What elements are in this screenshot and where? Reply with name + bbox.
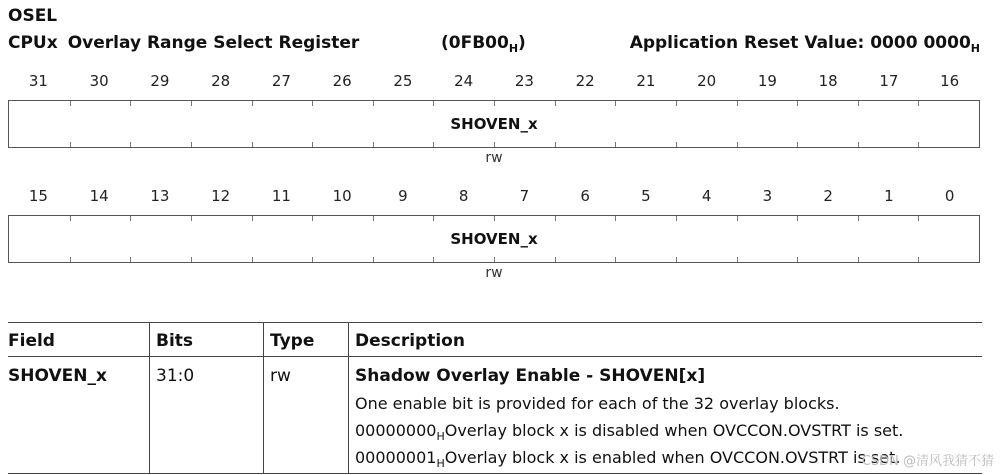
register-title-main: Overlay Range Select Register <box>67 33 360 53</box>
register-title-prefix: CPUx <box>8 33 58 53</box>
bit-divider-tick <box>433 101 434 106</box>
description-line-3: $00000001_HOverlay$ block x is enabled when OVCCON.OVSTRT is set. <box>355 448 901 470</box>
bit-number: 31 <box>28 72 48 90</box>
description-title: Shadow Overlay Enable - SHOVEN[x] <box>355 366 706 386</box>
register-title <box>8 33 359 53</box>
bit-divider-tick <box>858 257 859 262</box>
bit-divider-tick <box>858 142 859 147</box>
bit-number: 29 <box>150 72 170 90</box>
register-address: $(0FB00_H)$ <box>441 33 526 55</box>
bit-divider-tick <box>737 257 738 262</box>
bit-divider-tick <box>70 142 71 147</box>
bit-number: 27 <box>271 72 291 90</box>
bit-number: 14 <box>89 187 109 205</box>
bit-number: 30 <box>89 72 109 90</box>
bit-divider-tick <box>615 142 616 147</box>
field-label-high: SHOVEN_x <box>450 115 538 133</box>
bit-divider-tick <box>737 101 738 106</box>
bit-divider-tick <box>858 216 859 221</box>
bit-divider-tick <box>676 142 677 147</box>
bit-number: 2 <box>823 187 833 205</box>
bit-divider-tick <box>191 101 192 106</box>
bit-divider-tick <box>555 216 556 221</box>
bit-number: 12 <box>211 187 231 205</box>
bit-number: 17 <box>879 72 899 90</box>
bit-number: 4 <box>701 187 712 205</box>
access-type-high: rw <box>485 150 503 166</box>
bit-number: 0 <box>944 187 955 205</box>
bit-divider-tick <box>191 216 192 221</box>
table-header-row <box>8 323 982 357</box>
bit-number: 25 <box>393 72 413 90</box>
bit-divider-tick <box>494 216 495 221</box>
bit-number: 3 <box>762 187 773 205</box>
bit-number: 8 <box>458 187 469 205</box>
bit-divider-tick <box>312 101 313 106</box>
bit-divider-tick <box>555 142 556 147</box>
bit-divider-tick <box>130 257 131 262</box>
bit-divider-tick <box>130 216 131 221</box>
bit-number: 24 <box>454 72 474 90</box>
header-bits: Bits <box>150 323 264 357</box>
bit-number: 7 <box>519 187 530 205</box>
bit-divider-tick <box>676 216 677 221</box>
bit-divider-tick <box>373 142 374 147</box>
register-field-box-high <box>8 100 980 148</box>
bit-divider-tick <box>433 257 434 262</box>
bit-divider-tick <box>252 216 253 221</box>
bit-number: 20 <box>697 72 717 90</box>
access-type-low: rw <box>485 265 503 281</box>
bit-divider-tick <box>312 142 313 147</box>
bit-divider-tick <box>797 216 798 221</box>
bit-number: 11 <box>271 187 291 205</box>
bit-divider-tick <box>615 101 616 106</box>
bit-divider-tick <box>191 142 192 147</box>
header-field: Field <box>8 323 150 357</box>
cell-type: rw <box>264 357 349 474</box>
bit-number: 21 <box>636 72 656 90</box>
bit-divider-tick <box>797 257 798 262</box>
bit-number: 9 <box>398 187 408 205</box>
bit-divider-tick <box>70 101 71 106</box>
register-field-box-low <box>8 215 980 263</box>
bit-divider-tick <box>858 101 859 106</box>
bit-number: 18 <box>818 72 838 90</box>
table-row <box>8 357 982 474</box>
bit-number: 6 <box>580 187 590 205</box>
bit-number: 19 <box>757 72 777 90</box>
description-line-2: $00000000_HOverlay$ block x is disabled when OVCCON.OVSTRT is set. <box>355 421 904 443</box>
bit-divider-tick <box>797 101 798 106</box>
bit-divider-tick <box>252 257 253 262</box>
bit-divider-tick <box>737 216 738 221</box>
description-line-1: One enable bit is provided for each of the 32 overlay blocks. <box>355 394 840 413</box>
bit-number: 5 <box>641 187 651 205</box>
bit-divider-tick <box>918 142 919 147</box>
bit-divider-tick <box>312 257 313 262</box>
bit-divider-tick <box>676 101 677 106</box>
bit-divider-tick <box>615 257 616 262</box>
bit-divider-tick <box>737 142 738 147</box>
register-reset-value: Application Reset Value: 0000 $0000_H$ <box>629 33 980 55</box>
bit-numbers-low <box>8 187 980 207</box>
bit-divider-tick <box>494 142 495 147</box>
bit-divider-tick <box>252 142 253 147</box>
bit-divider-tick <box>494 257 495 262</box>
cell-bits: 31:0 <box>150 357 264 474</box>
bit-divider-tick <box>70 257 71 262</box>
bit-number: 10 <box>332 187 352 205</box>
bit-divider-tick <box>252 101 253 106</box>
field-description-table <box>8 322 982 474</box>
bit-divider-tick <box>555 257 556 262</box>
bit-number: 1 <box>884 187 894 205</box>
bit-divider-tick <box>130 101 131 106</box>
bit-divider-tick <box>918 257 919 262</box>
bit-divider-tick <box>555 101 556 106</box>
bit-number: 26 <box>332 72 352 90</box>
cell-field: SHOVEN_x <box>8 357 150 474</box>
bit-divider-tick <box>615 216 616 221</box>
bit-divider-tick <box>433 142 434 147</box>
bit-number: 23 <box>514 72 534 90</box>
bit-divider-tick <box>676 257 677 262</box>
bit-divider-tick <box>494 101 495 106</box>
header-type: Type <box>264 323 349 357</box>
bit-divider-tick <box>433 216 434 221</box>
bit-divider-tick <box>130 142 131 147</box>
bit-number: 16 <box>940 72 960 90</box>
bit-number: 28 <box>211 72 231 90</box>
header-description: Description <box>349 323 983 357</box>
bit-divider-tick <box>918 216 919 221</box>
register-short-name: OSEL <box>8 6 58 26</box>
bit-divider-tick <box>373 216 374 221</box>
bit-number: 13 <box>150 187 170 205</box>
watermark-text: CSDN @清风我猜不猜 <box>861 454 994 469</box>
bit-divider-tick <box>373 101 374 106</box>
bit-divider-tick <box>70 216 71 221</box>
bit-number: 15 <box>28 187 48 205</box>
bit-divider-tick <box>797 142 798 147</box>
bit-divider-tick <box>918 101 919 106</box>
field-label-low: SHOVEN_x <box>450 230 538 248</box>
bit-number: 22 <box>575 72 595 90</box>
bit-numbers-high <box>8 72 980 92</box>
bit-divider-tick <box>373 257 374 262</box>
bit-divider-tick <box>312 216 313 221</box>
bit-divider-tick <box>191 257 192 262</box>
